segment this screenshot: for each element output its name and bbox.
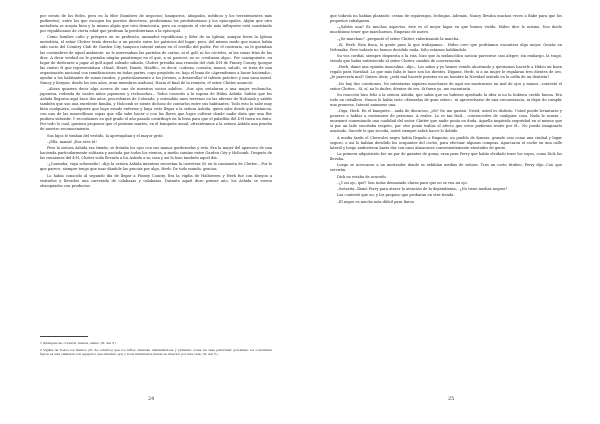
paragraph: Como hombre culto y próspero en su profesión, animador republicano y líder de su Iglesia, aunque fuera la Iglesia metodista, el señor Clutter tenía derecho a un puesto entre los patricios del lugar; pero, del mismo modo que nunca había sido socio del Country Club de Garden City, tampoco intentó entrar en el corrillo del poder. Por el contrario, no le gustaban las costumbres de aquel ambiente: no le interesaban las partidas de cartas, ni el golf, ni los cócteles, ni las cenas frías de las diez. A decir verdad no le gustaba ningún pasatiempo en el que, a su parecer, no se «realizara algo». Por consiguiente, en lugar de dedicarse a jugar al golf aquel soleado sábado, Clutter presidía una reunión del club 4-H de Finney County (porque las cuatro H que representaban «Head, Heart, Hands, Health», es decir, «cabeza, corazón, manos, salud», se trata de una organización nacional con ramificaciones en todas partes, cuyo propósito es, bajo el lema de «Aprendemos a hacer haciendo», ayudar a los habitantes de zonas rurales, y particularmente a los jóvenes, a desarrollar el talento práctico y una sana moral. Nancy y Kenyon, desde los seis años, eran miembros asiduos). Hacia el final de la reunión, el señor Clutter anunció: — [40, 35, 272, 85]
paragraph: por ciento de los fieles, pero en la élite (hombres de negocios; banqueros, abogados, médicos y los terratenientes más pudientes), entre los que escogen los puestos directivos, predominan los presbiterianos y los episcopales. Algún que otro metodista se acepta bien y lo mismo algún que otro demócrata, pero en conjunto el círculo más influyente está constituido por republicanos de cierta edad que profesan la presbiteriana o la episcopal. — [40, 14, 272, 34]
left-text-column — [40, 14, 272, 190]
paragraph: –Sí, Herb. Esta finca, la gente para la que trabajamos... Hideo cree que podríamos encontrar algo mejor. Quizás en Nebraska. Pero todavía no hemos decidido nada. Sólo estamos hablándolo. — [330, 42, 562, 52]
paragraph: –Oiga, Herb. En el banquete... nada de discursos, ¿eh? No me gustan. Usted, usted es distinto. Usted puede levantarse y ponerse a hablar a centenares de personas. A reales. Lo es tan fácil... convencerles de cualquier cosa. Nada le asusta –murmuró comentando una cualidad del señor Clutter que nadie ponía en duda. Aquella impávida seguridad en sí mismo que si por un lado suscitaba respeto, por otro ponía trabas al afecto que otros pudieran sentir por él–. No puedo imaginarlo asustado. Sucede lo que suceda, usted siempre sabrá hacer lo debido. — [330, 109, 562, 134]
paragraph: que todavía no habían plantado: cestas de espárragos, lechugas. Además, Nancy llevaba muchas veces a Babe para que los pequeños cabalgasen. — [330, 14, 562, 24]
paragraph: –¿Se marchan? –preguntó el señor Clutter, ralentizando la marcha. — [337, 36, 460, 41]
footnote: 2 Vigilia de Todos los Santos (31 de octubre) que los niños celebran disfrazándose y pidiendo cosas en casa particular golosinas. La costumbre típica es una calabaza con agujeros que simulan ojos y boca iluminados desde su interior por una vela. (N. del T.) — [40, 348, 272, 357]
right-page — [300, 0, 600, 424]
paragraph: Dick no estaba de acuerdo. — [337, 174, 387, 179]
paragraph: –El negro es mucho más difícil para fiarse. — [337, 199, 416, 204]
paragraph: –Señorita –llamó Perry para atraer la atención de la dependienta–, ¿No tiene medias negras? — [337, 187, 508, 192]
page-number: 25 — [448, 396, 455, 402]
footnote: 1 Inteligencia, corazón, manos, salud. (N. del T.) — [40, 341, 116, 345]
right-text-column — [330, 14, 562, 206]
paragraph: A media tarde el Chevrolet negro había llegado a Emporia, un pueblo de Kansas, grande casi como una ciudad y lugar seguro, o así lo habían decidido los ocupantes del coche, para efectuar algunas compras. Aparcaron el coche en una calle lateral y luego anduvieron hasta dar con unos almacenes convenientemente atestados de gente. — [330, 135, 562, 150]
page-number: 24 — [148, 396, 155, 402]
paragraph: –Herb, dame una opinión masculina –dijo–. Los niños y yo hemos venido ahorrando y queríamos hacerle a Hideo un buen regalo para Navidad. Lo que más falta le hace son los dientes. Dígame, Herb, si a un mujer le regalaran tres dientes de oro, ¿le parecería mal? Quiero decir, ¿está mal hacerle puestos en un hombre la Navidad sentido en la orilla de un dentista? — [330, 65, 562, 80]
paragraph: –No hay dos cuestiones. No intentarías siquiera marcharse de aquí sin mostrarnos un mal de ojos y manos –contestó el señor Clutter–. Sí, sí, no lo dudes; dientes de oro. Si fuera yo, me encantaría. — [330, 81, 562, 91]
paragraph: –¿Sabéis una? Es muchos aspectos, éste es el mejor lugar en que hemos vivido. Hideo dice lo mismo. Nos duele muchísimo tener que marcharnos. Empezar de nuevo. — [330, 25, 562, 35]
paragraph: La primera adquisición fue un par de guantes de goma; eran para Perry que había olvidado traer los suyos, como Dick los llevaba. — [330, 152, 562, 162]
paragraph: –¡Ella, mamá! ¡Esa eres tú! — [47, 139, 97, 144]
paragraph: Su voz cordial, siempre dispuesta a la risa, hizo que la melancólica noticia pareciese casi alegre; sin embargo, la tragó, viendo que había entristecido al señor Clutter, cambió de conversación. — [330, 54, 562, 64]
paragraph: Pero la señora Ashida era tímida; se frotaba los ojos con sus manos gordezuelas y reía. Era la mujer del aparcero de una hacienda particularmente solitaria y azotada por todos los vientos, a medio camino entre Garden City y Holcomb. Después de las reuniones del 4-H, Clutter solía llevarla a los Ashida a su casa y así lo hizo también aquel día. — [40, 146, 272, 161]
paragraph: Luego se acercaron a un mostrador donde se exhibían medias de señora. Tras un corto titubeo, Perry dijo:–Con que servirán. — [330, 163, 562, 173]
footnotes — [40, 341, 272, 359]
paragraph: –¿Y mi ojo, qué? Son todas demasiado claras para que no se vea mi ojo. — [337, 180, 468, 185]
paragraph: Sus hijos le tiraban del vestido, la apretujaban y el mayor gritó: — [47, 133, 164, 138]
paragraph: –Ahora quisiera decir algo acerca de uno de nuestros socios adultos. –Sus ojos señalaron a una mujer rechoncha, japonesa, rodeada de cuatro niños japoneses y rechonchos–. Todos conocéis a la esposa de Hideo Ashida. Sabéis que los Ashida llegaron aquí hace dos años, procedentes de Colorado, y entendáis unos terrenos en las afueras de Holcomb y sabéis también que son una excelente familia, y Holcomb se siente dichoso de contarlos entre sus habitantes. Todo esto lo sabe muy bien cualquiera, cualquiera que haya estado enfermo y haya visto llegar a la señora Ashida, quien sabe desde qué distancia, con uno de las maravillosas sopas que ella sabe hacer o con las flores que logra cultivar donde nadie diría que una flor pudiera subsistir. Y recordamos en qué grado el año pasado contribuyó en la feria para que el pabellón del 4-H fuera un éxito. Por todo lo cual, quisiera proponer que el próximo martes, en el banquete anual, ofreciéramos a la señora Ashida una prueba de nuestro reconocimiento. — [40, 87, 272, 132]
footnote-divider — [40, 336, 88, 337]
paragraph: Lo había conocido al segundo día de llegar a Finney County. Era la vigilia de Halloween y Herb fue con Kenyon a visitarlos y llevarles una carretada de calabazas y calabazas. Durante aquel duro primer año, los Ashida se vieron obsequiados con productos — [40, 173, 272, 188]
paragraph: –¿Caramba, vaya sobresalto! –dijo la señora Ashida mientras recorrían la carretera 50 en la camioneta de Clutter–. Por lo que parece, siempre tengo que usar dándole las gracias por algo, Herb. De todo mundo, gracias. — [40, 162, 272, 172]
paragraph: Las contestó que no, y los propuso que probaran en otra tienda. — [337, 193, 455, 198]
paragraph: Su reacción hizo feliz a la señora Ashida, que sabía que no hubiese aprobado la idea si no la hubiera creído buena. Era todo un caballero. Nunca le había visto «dármelas de gran señor», ni aprovecharse de una circunstancia, ni dejar de cumplir una promesa. Intentó animarse una. — [330, 92, 562, 108]
